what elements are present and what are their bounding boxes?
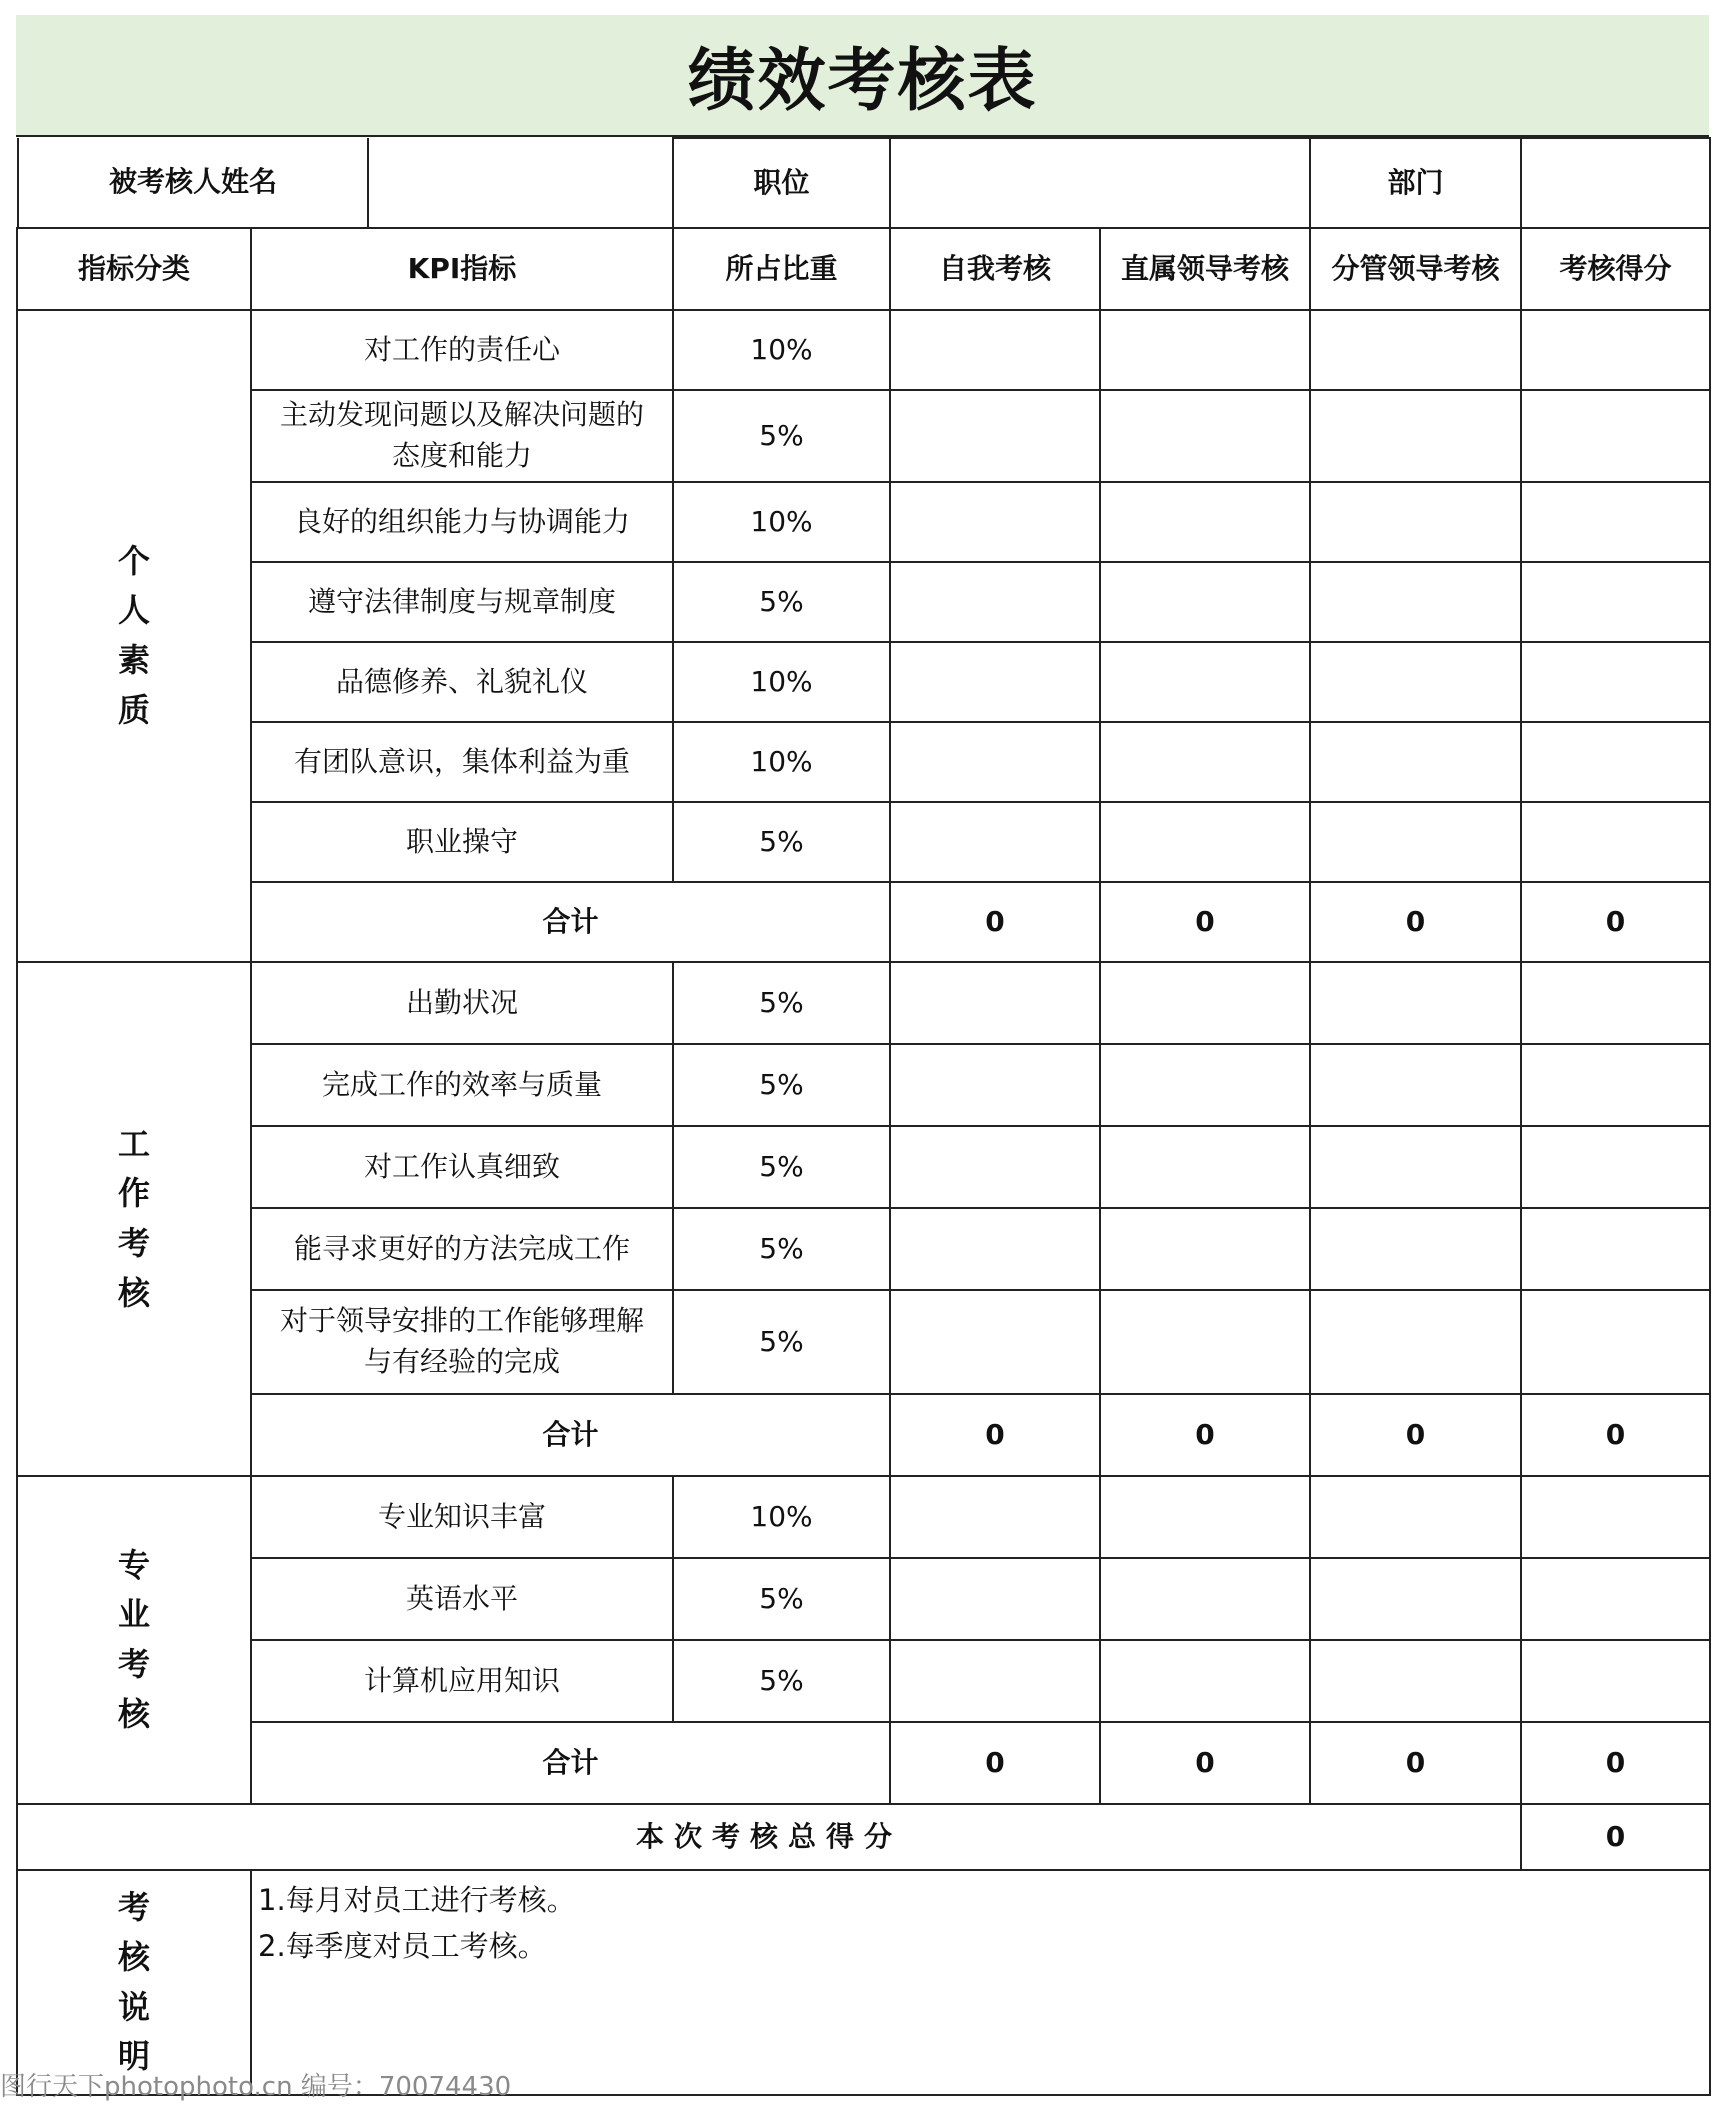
appraisal-sheet <box>16 15 1709 2096</box>
table-row <box>17 562 1710 642</box>
direct-score-cell[interactable] <box>1100 642 1310 722</box>
table-row <box>17 1044 1710 1126</box>
subtotal-label: 合计 <box>251 1394 890 1476</box>
kpi-cell: 有团队意识，集体利益为重 <box>251 722 673 802</box>
table-row <box>17 482 1710 562</box>
final-score-cell[interactable] <box>1521 962 1710 1044</box>
table-row <box>17 1208 1710 1290</box>
kpi-cell: 对工作认真细致 <box>251 1126 673 1208</box>
self-score-cell[interactable] <box>890 1290 1100 1394</box>
weight-cell: 5% <box>673 1640 890 1722</box>
direct-score-cell[interactable] <box>1100 482 1310 562</box>
kpi-cell: 遵守法律制度与规章制度 <box>251 562 673 642</box>
final-score-cell[interactable] <box>1521 722 1710 802</box>
subtotal-division: 0 <box>1310 882 1521 962</box>
position-field[interactable] <box>890 138 1310 228</box>
direct-score-cell[interactable] <box>1100 310 1310 390</box>
category-personal-quality: 个 人 素 质 <box>17 310 251 962</box>
final-score-cell[interactable] <box>1521 310 1710 390</box>
weight-cell: 5% <box>673 802 890 882</box>
weight-cell: 5% <box>673 562 890 642</box>
self-score-cell[interactable] <box>890 1208 1100 1290</box>
self-score-cell[interactable] <box>890 802 1100 882</box>
notes-text <box>251 1870 1710 2095</box>
division-score-cell[interactable] <box>1310 1044 1521 1126</box>
self-score-cell[interactable] <box>890 562 1100 642</box>
dept-label: 部门 <box>1310 138 1521 228</box>
direct-score-cell[interactable] <box>1100 1558 1310 1640</box>
kpi-cell: 对于领导安排的工作能够理解 与有经验的完成 <box>251 1290 673 1394</box>
direct-score-cell[interactable] <box>1100 1044 1310 1126</box>
table-row <box>17 802 1710 882</box>
weight-cell: 5% <box>673 1290 890 1394</box>
kpi-cell: 英语水平 <box>251 1558 673 1640</box>
header-row <box>17 228 1710 310</box>
total-label: 本次考核总得分 <box>17 1804 1521 1870</box>
division-score-cell[interactable] <box>1310 1558 1521 1640</box>
notes-line: 2.每季度对员工考核。 <box>258 1929 547 1964</box>
kpi-cell: 能寻求更好的方法完成工作 <box>251 1208 673 1290</box>
self-score-cell[interactable] <box>890 390 1100 482</box>
direct-score-cell[interactable] <box>1100 1208 1310 1290</box>
kpi-cell: 主动发现问题以及解决问题的 态度和能力 <box>251 390 673 482</box>
division-score-cell[interactable] <box>1310 562 1521 642</box>
subtotal-label: 合计 <box>251 882 890 962</box>
table-row <box>17 722 1710 802</box>
table-row <box>17 962 1710 1044</box>
weight-cell: 10% <box>673 310 890 390</box>
appraisal-table <box>16 137 1711 2096</box>
subtotal-row <box>17 1394 1710 1476</box>
subtotal-division: 0 <box>1310 1394 1521 1476</box>
subtotal-score: 0 <box>1521 1394 1710 1476</box>
self-score-cell[interactable] <box>890 1558 1100 1640</box>
kpi-cell: 良好的组织能力与协调能力 <box>251 482 673 562</box>
self-score-cell[interactable] <box>890 722 1100 802</box>
division-score-cell[interactable] <box>1310 802 1521 882</box>
table-row <box>17 1290 1710 1394</box>
table-row <box>17 1558 1710 1640</box>
table-row <box>17 1476 1710 1558</box>
total-score: 0 <box>1521 1804 1710 1870</box>
self-score-cell[interactable] <box>890 962 1100 1044</box>
division-score-cell[interactable] <box>1310 962 1521 1044</box>
kpi-cell: 品德修养、礼貌礼仪 <box>251 642 673 722</box>
name-field[interactable] <box>368 138 674 227</box>
weight-cell: 5% <box>673 390 890 482</box>
header-category: 指标分类 <box>17 228 251 310</box>
final-score-cell[interactable] <box>1521 1290 1710 1394</box>
header-weight: 所占比重 <box>673 228 890 310</box>
direct-score-cell[interactable] <box>1100 1126 1310 1208</box>
direct-score-cell[interactable] <box>1100 390 1310 482</box>
subtotal-direct: 0 <box>1100 1722 1310 1804</box>
kpi-cell: 完成工作的效率与质量 <box>251 1044 673 1126</box>
final-score-cell[interactable] <box>1521 1126 1710 1208</box>
final-score-cell[interactable] <box>1521 562 1710 642</box>
final-score-cell[interactable] <box>1521 1044 1710 1126</box>
subtotal-direct: 0 <box>1100 1394 1310 1476</box>
division-score-cell[interactable] <box>1310 1126 1521 1208</box>
header-kpi: KPI指标 <box>251 228 673 310</box>
self-score-cell[interactable] <box>890 1126 1100 1208</box>
self-score-cell[interactable] <box>890 642 1100 722</box>
direct-score-cell[interactable] <box>1100 562 1310 642</box>
kpi-cell: 对工作的责任心 <box>251 310 673 390</box>
self-score-cell[interactable] <box>890 482 1100 562</box>
weight-cell: 10% <box>673 722 890 802</box>
name-label: 被考核人姓名 <box>18 138 368 227</box>
table-row <box>17 1640 1710 1722</box>
info-row <box>17 138 1710 228</box>
subtotal-row <box>17 882 1710 962</box>
subtotal-self: 0 <box>890 882 1100 962</box>
self-score-cell[interactable] <box>890 1044 1100 1126</box>
division-score-cell[interactable] <box>1310 642 1521 722</box>
weight-cell: 5% <box>673 1558 890 1640</box>
subtotal-score: 0 <box>1521 1722 1710 1804</box>
kpi-cell: 专业知识丰富 <box>251 1476 673 1558</box>
notes-label: 考 核 说 明 <box>17 1870 251 2095</box>
subtotal-score: 0 <box>1521 882 1710 962</box>
dept-field[interactable] <box>1521 138 1710 228</box>
category-work-assessment: 工 作 考 核 <box>17 962 251 1476</box>
direct-score-cell[interactable] <box>1100 962 1310 1044</box>
division-score-cell[interactable] <box>1310 722 1521 802</box>
subtotal-label: 合计 <box>251 1722 890 1804</box>
subtotal-row <box>17 1722 1710 1804</box>
direct-score-cell[interactable] <box>1100 722 1310 802</box>
direct-score-cell[interactable] <box>1100 1476 1310 1558</box>
weight-cell: 5% <box>673 962 890 1044</box>
self-score-cell[interactable] <box>890 310 1100 390</box>
total-row <box>17 1804 1710 1870</box>
final-score-cell[interactable] <box>1521 642 1710 722</box>
sheet-title: 绩效考核表 <box>16 15 1709 137</box>
notes-row <box>17 1870 1710 2095</box>
table-row <box>17 1126 1710 1208</box>
weight-cell: 10% <box>673 642 890 722</box>
division-score-cell[interactable] <box>1310 390 1521 482</box>
subtotal-division: 0 <box>1310 1722 1521 1804</box>
subtotal-self: 0 <box>890 1722 1100 1804</box>
division-score-cell[interactable] <box>1310 1290 1521 1394</box>
kpi-cell: 出勤状况 <box>251 962 673 1044</box>
table-row <box>17 642 1710 722</box>
header-division-leader-review: 分管领导考核 <box>1310 228 1521 310</box>
final-score-cell[interactable] <box>1521 482 1710 562</box>
final-score-cell[interactable] <box>1521 802 1710 882</box>
weight-cell: 5% <box>673 1126 890 1208</box>
kpi-cell: 计算机应用知识 <box>251 1640 673 1722</box>
self-score-cell[interactable] <box>890 1476 1100 1558</box>
direct-score-cell[interactable] <box>1100 802 1310 882</box>
division-score-cell[interactable] <box>1310 1640 1521 1722</box>
header-direct-leader-review: 直属领导考核 <box>1100 228 1310 310</box>
notes-line: 1.每月对员工进行考核。 <box>258 1883 576 1917</box>
self-score-cell[interactable] <box>890 1640 1100 1722</box>
header-self-review: 自我考核 <box>890 228 1100 310</box>
final-score-cell[interactable] <box>1521 390 1710 482</box>
position-label: 职位 <box>673 138 890 228</box>
weight-cell: 5% <box>673 1208 890 1290</box>
weight-cell: 5% <box>673 1044 890 1126</box>
category-professional-assessment: 专 业 考 核 <box>17 1476 251 1804</box>
subtotal-direct: 0 <box>1100 882 1310 962</box>
final-score-cell[interactable] <box>1521 1476 1710 1558</box>
final-score-cell[interactable] <box>1521 1558 1710 1640</box>
weight-cell: 10% <box>673 482 890 562</box>
table-row <box>17 390 1710 482</box>
final-score-cell[interactable] <box>1521 1640 1710 1722</box>
table-row <box>17 310 1710 390</box>
division-score-cell[interactable] <box>1310 310 1521 390</box>
final-score-cell[interactable] <box>1521 1208 1710 1290</box>
weight-cell: 10% <box>673 1476 890 1558</box>
division-score-cell[interactable] <box>1310 1476 1521 1558</box>
direct-score-cell[interactable] <box>1100 1640 1310 1722</box>
division-score-cell[interactable] <box>1310 1208 1521 1290</box>
subtotal-self: 0 <box>890 1394 1100 1476</box>
header-score: 考核得分 <box>1521 228 1710 310</box>
direct-score-cell[interactable] <box>1100 1290 1310 1394</box>
watermark-text: 图行天下photophoto.cn 编号：70074430 <box>0 2072 512 2102</box>
kpi-cell: 职业操守 <box>251 802 673 882</box>
division-score-cell[interactable] <box>1310 482 1521 562</box>
